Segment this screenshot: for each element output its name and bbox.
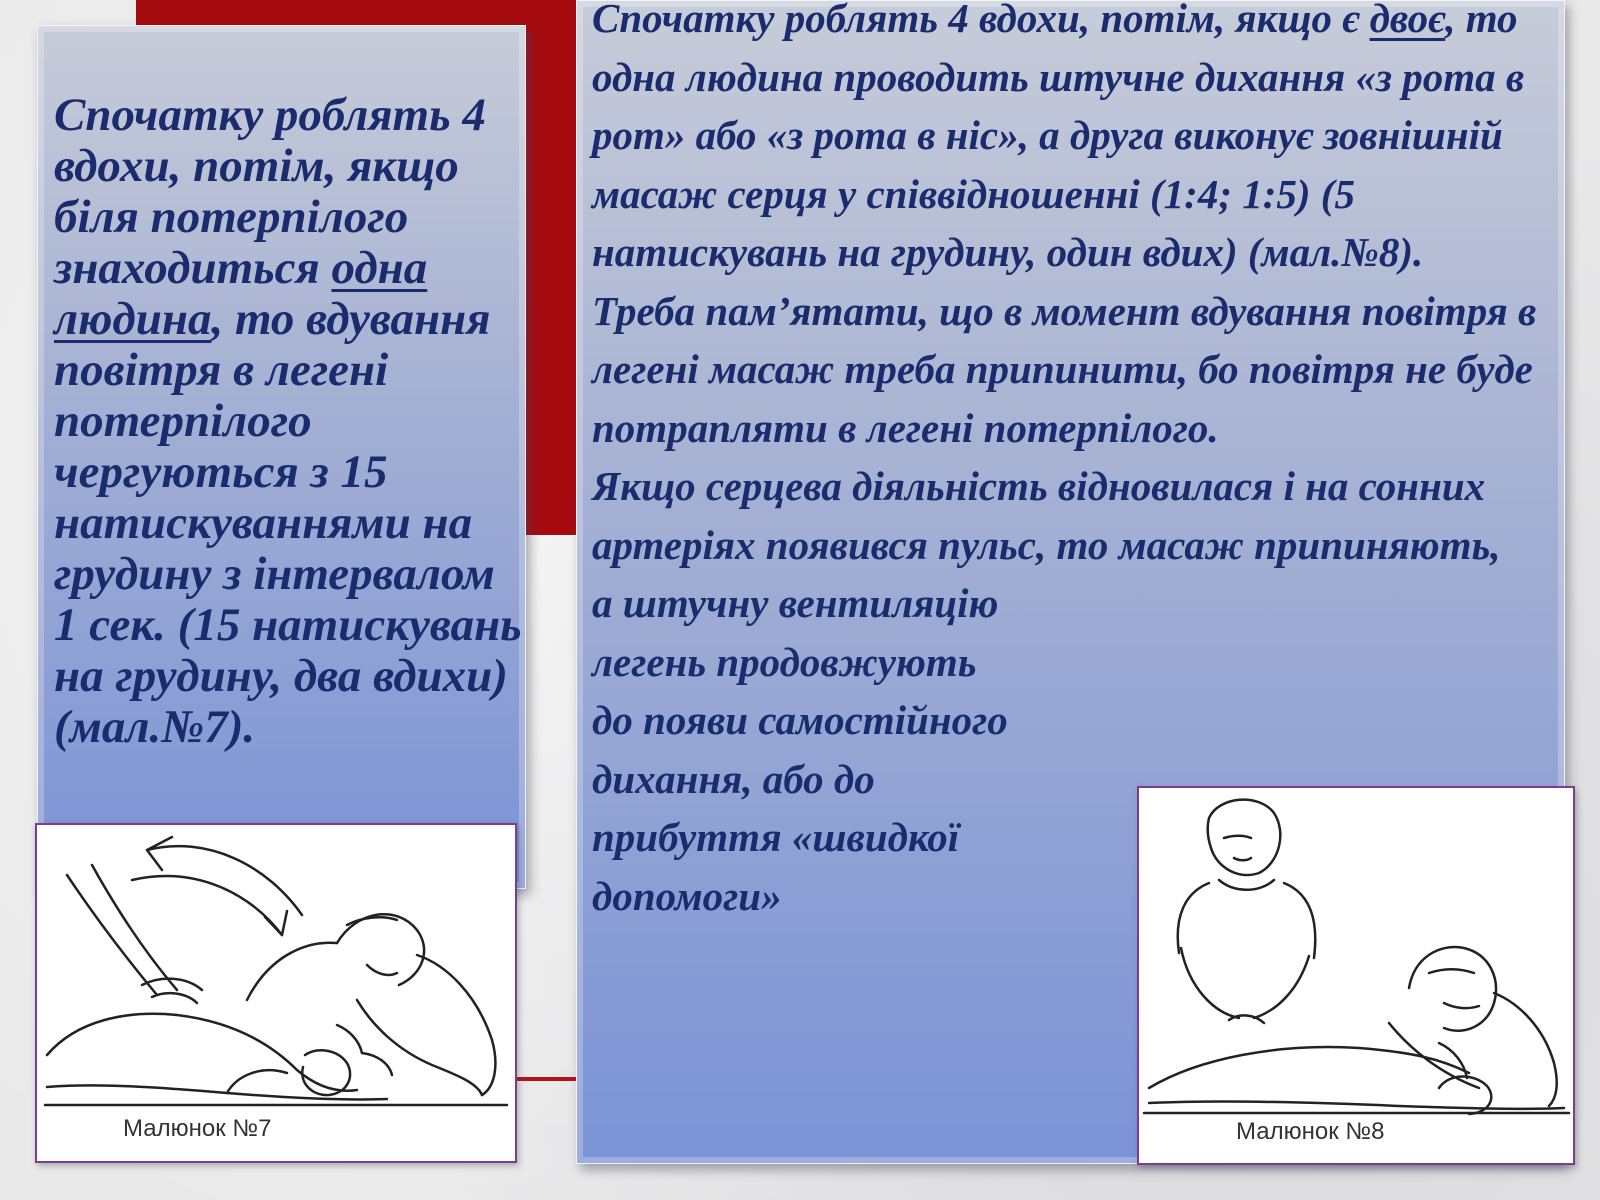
cpr-one-rescuer-illustration-icon [37, 825, 515, 1161]
right-text-underlined: двоє [1369, 0, 1446, 41]
figure-8 [1137, 786, 1575, 1165]
figure-7 [35, 823, 517, 1163]
left-text-underlined: одна людина [54, 242, 428, 345]
left-text-part-2: , то вдування повітря в легені потерпілого чергуються з 15 натискуваннями на грудину з інтервалом 1 сек. (15 натискувань на грудину, два вдихи) (мал.№7). [54, 293, 522, 753]
figure-7-caption: Малюнок №7 [123, 1115, 272, 1142]
figure-8-caption: Малюнок №8 [1236, 1118, 1385, 1145]
left-text-part-1: Спочатку роблять 4 вдохи, потім, якщо біля потерпілого знаходиться [54, 89, 486, 294]
right-text-part-2: , то одна людина проводить штучне дихання «з рота в рот» або «з рота в ніс», а друга виконує зовнішній масаж серця у співвідношенні (1:4; 1:5) (5 натискувань на грудину, один вдих) (мал.№8). Треба пам’ятати, що в момент вдування повітря в легені масаж треба припинити, бо повітря не буде потрапляти в легені потерпілого. Якщо серцева діяльність відновилася і на сонних артеріях появився пульс, то масаж припиняють, а штучну вентиляцію легень продовжують до появи самостійного дихання, або до прибуття «швидкої допомоги» [592, 0, 1537, 919]
left-text-panel [37, 25, 526, 889]
cpr-two-rescuers-illustration-icon [1139, 788, 1573, 1163]
right-text-part-1: Спочатку роблять 4 вдохи, потім, якщо є [592, 0, 1370, 41]
left-panel-text [54, 90, 524, 753]
